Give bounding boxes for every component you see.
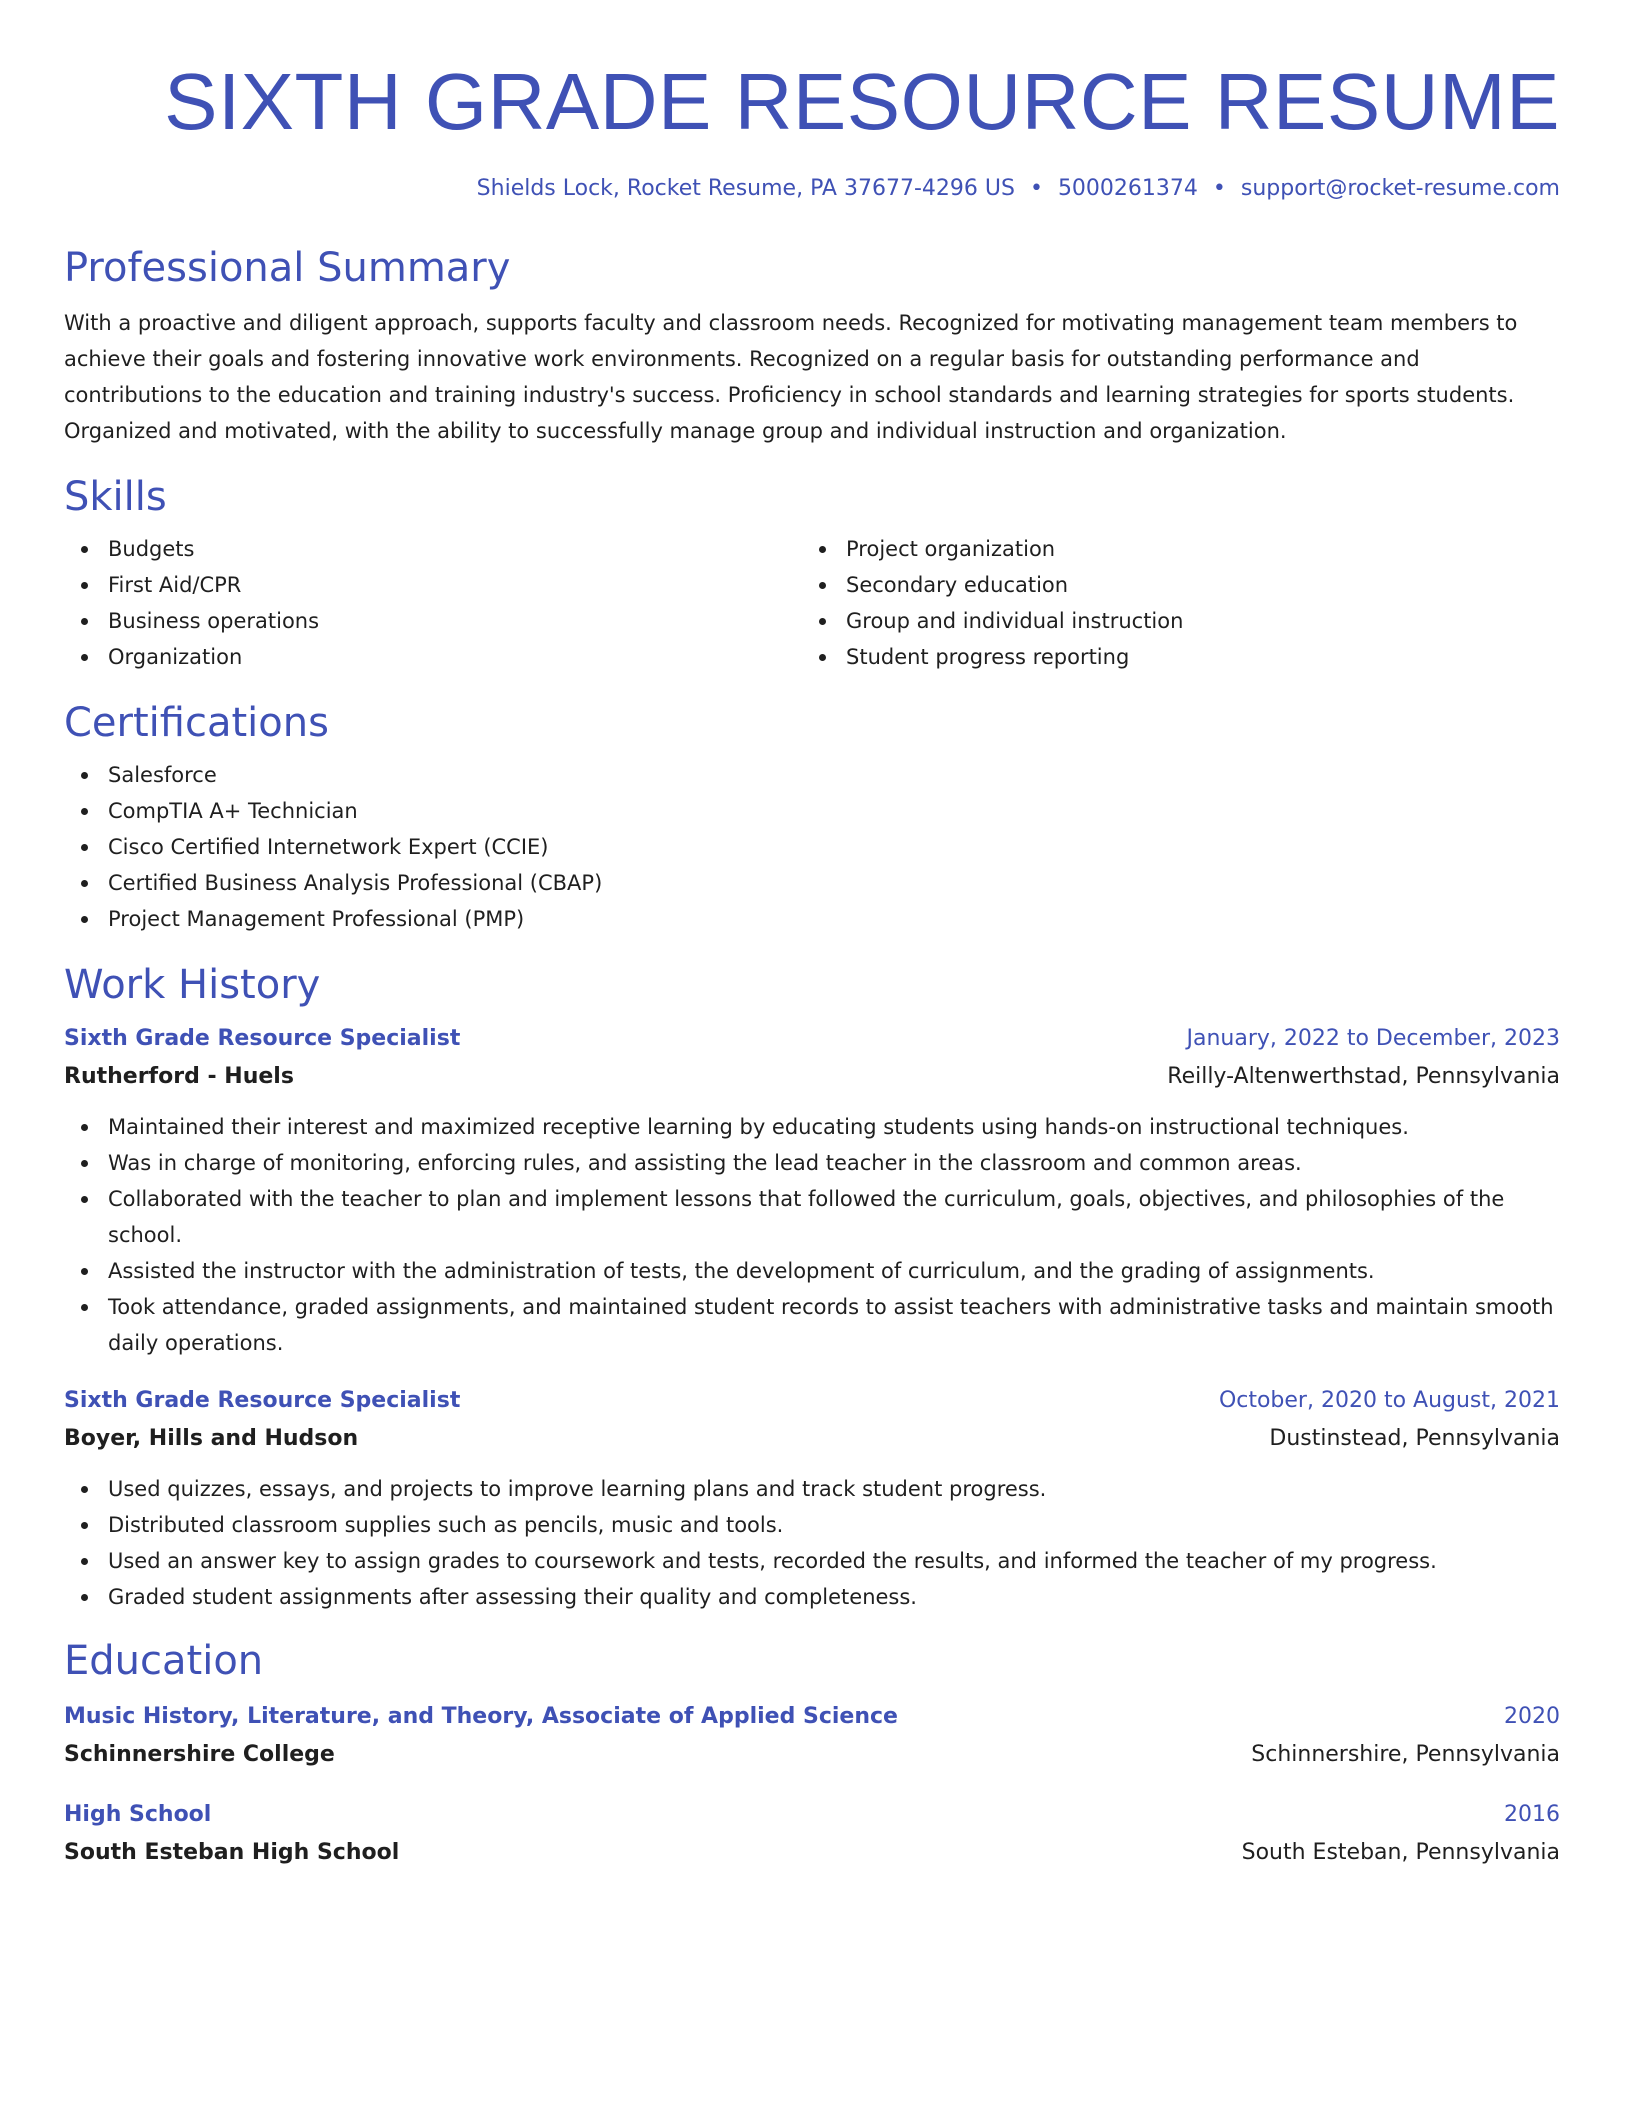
skills-columns [64, 531, 1560, 675]
skills-left-list [64, 531, 802, 675]
job-company: Rutherford - Huels [64, 1064, 294, 1089]
education-header-row [64, 1797, 1560, 1833]
summary-heading: Professional Summary [64, 245, 511, 291]
education-entry [64, 1699, 1560, 1775]
job-company: Boyer, Hills and Hudson [64, 1426, 359, 1451]
skill-item: Student progress reporting [802, 639, 1540, 675]
education-location: Schinnershire, Pennsylvania [1251, 1742, 1560, 1767]
contact-line [64, 174, 1560, 204]
job-bullet: Took attendance, graded assignments, and maintained student records to assist teachers with administrative tasks and maintain smooth daily operations. [64, 1289, 1560, 1361]
education-entry [64, 1797, 1560, 1873]
certification-item: Salesforce [64, 757, 1560, 793]
contact-separator: • [1029, 176, 1043, 201]
certification-item: CompTIA A+ Technician [64, 793, 1560, 829]
job-entry [64, 1383, 1560, 1615]
education-school: Schinnershire College [64, 1742, 335, 1767]
job-entry [64, 1021, 1560, 1361]
education-year: 2016 [1504, 1802, 1560, 1827]
job-bullet-list [64, 1109, 1560, 1361]
job-dates: January, 2022 to December, 2023 [1186, 1026, 1560, 1051]
job-header-row [64, 1383, 1560, 1419]
certification-item: Certified Business Analysis Professional (CBAP) [64, 865, 1560, 901]
skill-item: Secondary education [802, 567, 1540, 603]
contact-address: Shields Lock, Rocket Resume, PA 37677-4296 US [476, 176, 1015, 201]
job-bullet: Assisted the instructor with the administration of tests, the development of curriculum, and the grading of assignments. [64, 1253, 1560, 1289]
skill-item: Organization [64, 639, 802, 675]
skill-item: First Aid/CPR [64, 567, 802, 603]
job-bullet: Maintained their interest and maximized receptive learning by educating students using hands-on instructional techniques. [64, 1109, 1560, 1145]
work-history-heading: Work History [64, 962, 321, 1008]
certification-item: Project Management Professional (PMP) [64, 901, 1560, 937]
education-school: South Esteban High School [64, 1840, 400, 1865]
skill-item: Group and individual instruction [802, 603, 1540, 639]
education-degree: Music History, Literature, and Theory, Associate of Applied Science [64, 1704, 898, 1729]
job-role: Sixth Grade Resource Specialist [64, 1026, 461, 1051]
education-heading: Education [64, 1638, 264, 1684]
certifications-heading: Certifications [64, 700, 329, 746]
education-school-row [64, 1735, 1560, 1775]
job-bullet: Used quizzes, essays, and projects to improve learning plans and track student progress. [64, 1471, 1560, 1507]
education-degree: High School [64, 1802, 212, 1827]
certification-item: Cisco Certified Internetwork Expert (CCIE) [64, 829, 1560, 865]
resume-title: SIXTH GRADE RESOURCE RESUME [164, 57, 1560, 146]
contact-separator: • [1212, 176, 1226, 201]
job-company-row [64, 1057, 1560, 1097]
skills-heading: Skills [64, 474, 167, 520]
skill-item: Budgets [64, 531, 802, 567]
contact-email[interactable]: support@rocket-resume.com [1240, 176, 1560, 201]
skill-item: Project organization [802, 531, 1540, 567]
job-role: Sixth Grade Resource Specialist [64, 1388, 461, 1413]
summary-text: With a proactive and diligent approach, supports faculty and classroom needs. Recognized for motivating management team members to achieve their goals and fostering innovative work environments. Recognized on a regular basis for outstanding performance and contributions to the education and training industry's success. Proficiency in school standards and learning strategies for sports students. Organized and motivated, with the ability to successfully manage group and individual instruction and organization. [64, 311, 1518, 443]
resume-page [64, 56, 1560, 1873]
skill-item: Business operations [64, 603, 802, 639]
job-company-row [64, 1419, 1560, 1459]
education-header-row [64, 1699, 1560, 1735]
job-bullet: Was in charge of monitoring, enforcing rules, and assisting the lead teacher in the classroom and common areas. [64, 1145, 1560, 1181]
job-header-row [64, 1021, 1560, 1057]
job-bullet: Used an answer key to assign grades to coursework and tests, recorded the results, and informed the teacher of my progress. [64, 1543, 1560, 1579]
education-year: 2020 [1504, 1704, 1560, 1729]
job-bullet: Graded student assignments after assessing their quality and completeness. [64, 1579, 1560, 1615]
job-dates: October, 2020 to August, 2021 [1218, 1388, 1560, 1413]
job-bullet: Distributed classroom supplies such as pencils, music and tools. [64, 1507, 1560, 1543]
job-bullet-list [64, 1471, 1560, 1615]
job-bullet: Collaborated with the teacher to plan and implement lessons that followed the curriculum, goals, objectives, and philosophies of the school. [64, 1181, 1560, 1253]
job-location: Reilly-Altenwerthstad, Pennsylvania [1167, 1064, 1560, 1089]
contact-phone: 5000261374 [1057, 176, 1198, 201]
job-location: Dustinstead, Pennsylvania [1269, 1426, 1560, 1451]
education-location: South Esteban, Pennsylvania [1241, 1840, 1560, 1865]
certifications-list [64, 757, 1560, 937]
education-school-row [64, 1833, 1560, 1873]
skills-right-list [802, 531, 1540, 675]
